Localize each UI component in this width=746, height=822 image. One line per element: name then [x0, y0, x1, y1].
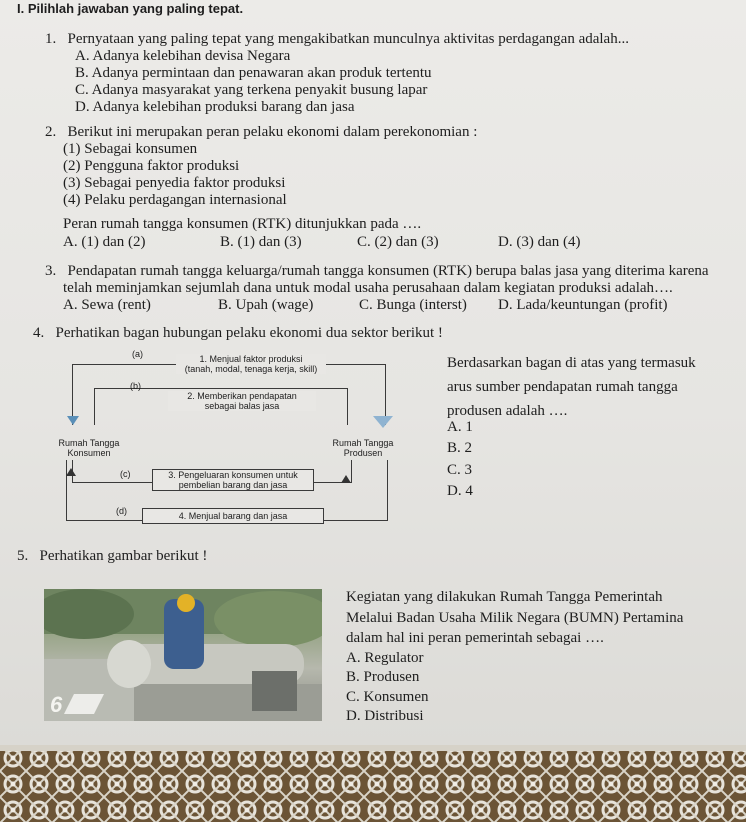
- photo-number: 6: [50, 692, 63, 717]
- q4-stem: Perhatikan bagan hubungan pelaku ekonomi dua sektor berikut !: [55, 325, 443, 341]
- q5-option-a[interactable]: A. Regulator: [346, 650, 424, 666]
- q1-option-c[interactable]: C. Adanya masyarakat yang terkena penyakit busung lapar: [75, 82, 428, 98]
- rtp-line1: Rumah Tangga: [332, 438, 394, 448]
- pertamina-worker-photo: [44, 589, 322, 721]
- diagram-label-c: (c): [120, 469, 131, 479]
- q5-side-line-3: dalam hal ini peran pemerintah sebagai ….: [346, 630, 604, 646]
- q5-stem: Perhatikan gambar berikut !: [39, 548, 208, 564]
- rtp-line2: Produsen: [343, 448, 383, 458]
- q5-option-c[interactable]: C. Konsumen: [346, 689, 429, 705]
- flow1-label: [176, 354, 326, 374]
- diagram-label-a: (a): [132, 349, 143, 359]
- flow2-line2: sebagai balas jasa: [204, 401, 280, 411]
- q1-option-d[interactable]: D. Adanya kelebihan produksi barang dan jasa: [75, 99, 355, 115]
- q2-number: 2.: [45, 124, 57, 140]
- q2-option-a[interactable]: A. (1) dan (2): [63, 234, 146, 250]
- q5-text: [17, 548, 207, 565]
- diagram-label-b: (b): [130, 381, 141, 391]
- q4-text: [33, 325, 443, 342]
- arrow-up-left-icon: [66, 468, 76, 476]
- flow3-line2: pembelian barang dan jasa: [178, 480, 288, 490]
- q3-option-c[interactable]: C. Bunga (interst): [359, 297, 467, 313]
- q5-side-line-1: Kegiatan yang dilakukan Rumah Tangga Pemerintah: [346, 589, 663, 605]
- section-title: I. Pilihlah jawaban yang paling tepat.: [17, 1, 244, 16]
- arrow-down-left-icon: [67, 416, 79, 425]
- lace-tablecloth-background: [0, 745, 746, 822]
- flow3-line1: 3. Pengeluaran konsumen untuk: [168, 470, 298, 480]
- q4-option-b[interactable]: B. 2: [447, 440, 473, 456]
- q3-option-b[interactable]: B. Upah (wage): [218, 297, 314, 313]
- flow3-label: [152, 469, 314, 491]
- flow1-line1: 1. Menjual faktor produksi: [199, 354, 303, 364]
- lace-pattern-svg: [0, 745, 746, 822]
- q2-intro: Berikut ini merupakan peran pelaku ekonomi dalam perekonomian :: [67, 124, 478, 140]
- q5-number: 5.: [17, 548, 29, 564]
- flow1-line2: (tanah, modal, tenaga kerja, skill): [184, 364, 318, 374]
- q4-side-line-3: produsen adalah ….: [447, 403, 568, 419]
- q2-item-1: (1) Sebagai konsumen: [63, 141, 198, 157]
- q4-option-d[interactable]: D. 4: [447, 483, 473, 499]
- flow2-label: [168, 391, 316, 411]
- q2-stem: Peran rumah tangga konsumen (RTK) ditunjukkan pada ….: [63, 216, 422, 232]
- q5-option-b[interactable]: B. Produsen: [346, 669, 420, 685]
- q1-option-a[interactable]: A. Adanya kelebihan devisa Negara: [75, 48, 291, 64]
- q3-option-d[interactable]: D. Lada/keuntungan (profit): [498, 297, 668, 313]
- q3-line-1: [45, 263, 709, 280]
- flow2-line1: 2. Memberikan pendapatan: [187, 391, 297, 401]
- q5-side-line-2: Melalui Badan Usaha Milik Negara (BUMN) Pertamina: [346, 610, 684, 626]
- q3-stem-line1: Pendapatan rumah tangga keluarga/rumah tangga konsumen (RTK) berupa balas jasa yang diterima karena: [67, 263, 709, 279]
- q1-text: [45, 31, 629, 48]
- q2-item-4: (4) Pelaku perdagangan internasional: [63, 192, 287, 208]
- q1-stem: Pernyataan yang paling tepat yang mengakibatkan munculnya aktivitas perdagangan adalah...: [67, 31, 629, 47]
- rumah-tangga-produsen-label: [332, 438, 394, 458]
- diagram-label-d: (d): [116, 506, 127, 516]
- q1-number: 1.: [45, 31, 57, 47]
- q2-item-3: (3) Sebagai penyedia faktor produksi: [63, 175, 286, 191]
- q2-item-2: (2) Pengguna faktor produksi: [63, 158, 240, 174]
- q4-option-c[interactable]: C. 3: [447, 462, 473, 478]
- arrow-down-right-icon: [373, 416, 393, 428]
- flow4-label: 4. Menjual barang dan jasa: [142, 508, 324, 524]
- q3-line-2: telah meminjamkan sejumlah dana untuk modal usaha perusahaan dalam kegiatan produksi adalah….: [63, 280, 673, 296]
- photo-svg: [44, 589, 322, 721]
- economic-flow-diagram: [58, 348, 393, 524]
- q2-option-b[interactable]: B. (1) dan (3): [220, 234, 302, 250]
- q2-option-c[interactable]: C. (2) dan (3): [357, 234, 439, 250]
- q4-side-line-1: Berdasarkan bagan di atas yang termasuk: [447, 355, 696, 371]
- q5-option-d[interactable]: D. Distribusi: [346, 708, 424, 724]
- q4-number: 4.: [33, 325, 45, 341]
- q3-number: 3.: [45, 263, 57, 279]
- q2-text: [45, 124, 477, 141]
- rumah-tangga-konsumen-label: [58, 438, 120, 458]
- arrow-up-right-icon: [341, 475, 351, 483]
- rtk-line1: Rumah Tangga: [58, 438, 120, 448]
- rtk-line2: Konsumen: [67, 448, 111, 458]
- q4-side-line-2: arus sumber pendapatan rumah tangga: [447, 379, 678, 395]
- q4-option-a[interactable]: A. 1: [447, 419, 473, 435]
- q2-option-d[interactable]: D. (3) dan (4): [498, 234, 581, 250]
- q1-option-b[interactable]: B. Adanya permintaan dan penawaran akan produk tertentu: [75, 65, 432, 81]
- q3-option-a[interactable]: A. Sewa (rent): [63, 297, 151, 313]
